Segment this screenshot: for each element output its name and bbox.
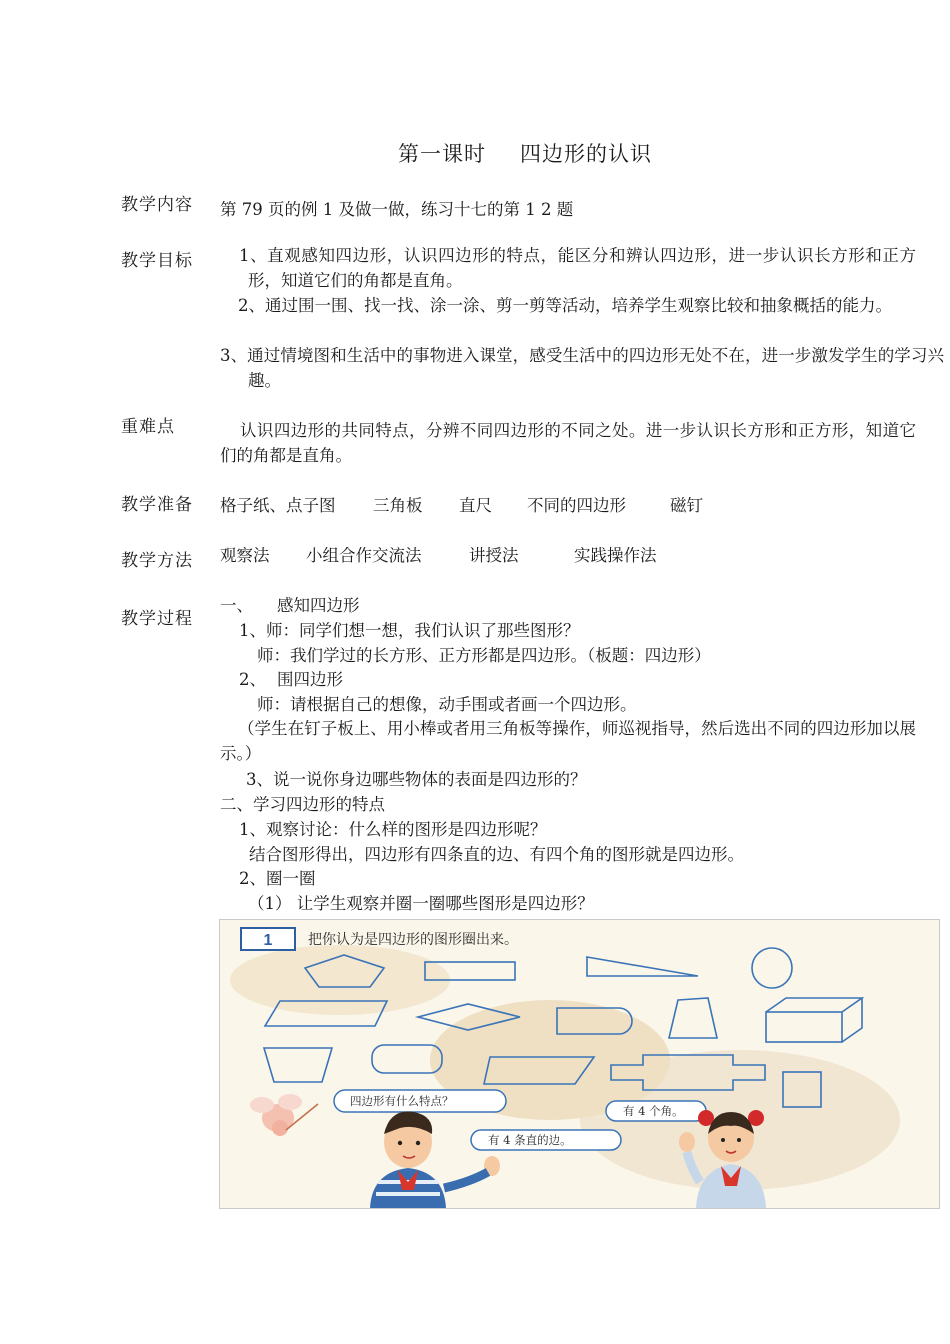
label-goals: 教学目标 [121,251,193,271]
label-process: 教学过程 [121,609,193,629]
shape-cube-front [766,1012,842,1042]
content-text: 第 79 页的例 1 及做一做，练习十七的第 1 2 题 [220,200,574,219]
process-2-1: 1、观察讨论：什么样的图形是四边形呢？ [239,820,547,839]
method-item-3: 讲授法 [469,546,519,565]
prep-item-5: 磁钉 [670,496,703,515]
textbook-figure [219,919,940,1209]
goal-3: 3、通过情境图和生活中的事物进入课堂，感受生活中的四边形无处不在，进一步激发学生的学习兴趣。 [220,346,944,390]
process-2-2a: （1） 让学生观察并圈一圈哪些图形是四边形？ [248,894,594,913]
label-preparation: 教学准备 [121,495,193,515]
process-1-2-num: 2、 [239,670,266,689]
prep-item-1: 格子纸、点子图 [220,496,336,515]
process-1-title: 感知四边形 [277,596,360,615]
goal-1 [220,243,916,293]
title-topic: 四边形的认识 [520,142,652,166]
label-content: 教学内容 [121,195,193,215]
process-2-1b: 结合图形得出，四边形有四条直的边、有四个角的图形就是四边形。 [249,845,744,864]
cupid-illustration [250,1094,318,1136]
boy-illustration [370,1111,500,1208]
label-key-points: 重难点 [121,417,175,437]
prep-item-2: 三角板 [373,496,423,515]
figure-number: 1 [263,932,273,949]
label-method: 教学方法 [121,551,193,571]
method-item-4: 实践操作法 [574,546,657,565]
process-1-1b: 师：我们学过的长方形、正方形都是四边形。（板题：四边形） [257,646,711,665]
goal-1-text: 1、直观感知四边形，认识四边形的特点，能区分和辨认四边形，进一步认识长方形和正方形，知道它们的角都是直角。 [239,246,916,290]
shape-trapezoid-slanted [669,998,717,1038]
method-item-1: 观察法 [220,546,270,565]
key-points-text: 认识四边形的共同特点，分辨不同四边形的不同之处。进一步认识长方形和正方形，知道它们的角都是直角。 [220,421,916,465]
shape-trapezoid [264,1048,332,1082]
goal-2: 2、通过围一围、找一找、涂一涂、剪一剪等活动，培养学生观察比较和抽象概括的能力。 [238,296,892,315]
process-1-2c: （学生在钉子板上、用小棒或者用三角板等操作，师巡视指导，然后选出不同的四边形加以展示。） [220,719,916,763]
shape-right-triangle [587,957,698,976]
shape-cube-top [766,998,862,1012]
process-1-3: 3、说一说你身边哪些物体的表面是四边形的？ [246,770,587,789]
figure-illustration [220,920,939,1208]
process-2: 二、学习四边形的特点 [220,795,385,814]
page-title [0,138,950,168]
prep-item-3: 直尺 [459,496,492,515]
process-1-2b: 师：请根据自己的想像，动手围或者画一个四边形。 [257,695,637,714]
process-2-2: 2、圈一圈 [239,869,316,888]
prep-item-4: 不同的四边形 [527,496,626,515]
shape-circle [752,948,792,988]
process-1-num: 一、 [220,596,253,615]
figure-instruction: 把你认为是四边形的图形圈出来。 [308,932,518,948]
title-lesson: 第一课时 [398,142,486,166]
bubble-edges-text: 有 4 条直的边。 [488,1133,572,1147]
process-1-1: 1、师：同学们想一想，我们认识了那些图形？ [239,621,580,640]
process-1-2-title: 围四边形 [277,670,343,689]
method-item-2: 小组合作交流法 [306,546,422,565]
bubble-angles-text: 有 4 个角。 [623,1104,684,1118]
bubble-question-text: 四边形有什么特点？ [350,1094,454,1108]
